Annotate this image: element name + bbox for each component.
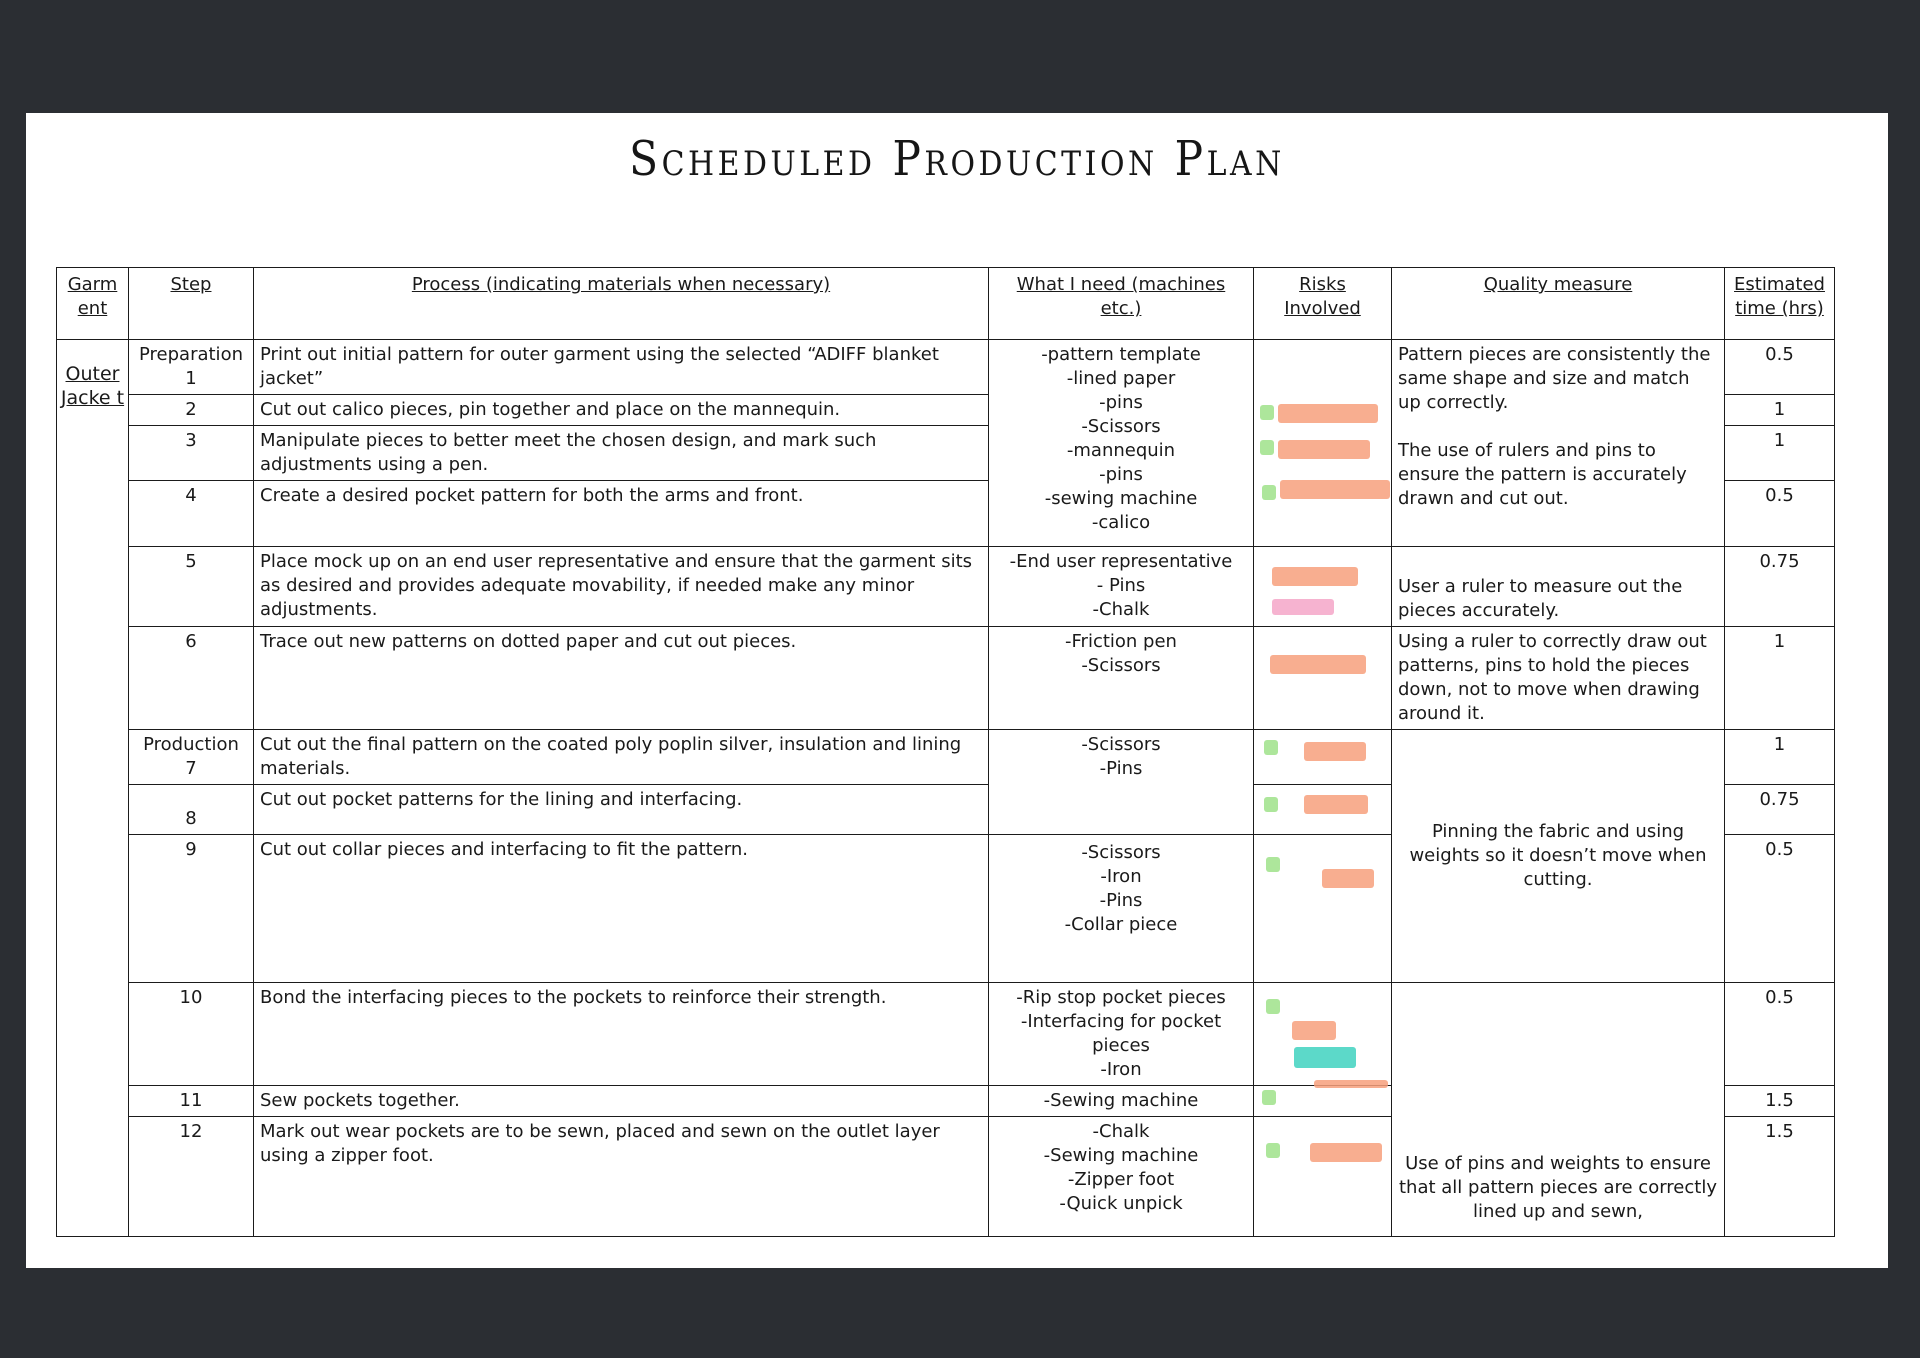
risk-markers <box>1254 1086 1392 1117</box>
risk-marker-orange <box>1278 404 1378 423</box>
quality-cell: User a ruler to measure out the pieces accurately. <box>1392 547 1725 627</box>
time-cell: 1 <box>1725 426 1835 481</box>
header-time: Estimated time (hrs) <box>1725 268 1835 340</box>
needs-cell: -Rip stop pocket pieces -Interfacing for pocket pieces -Iron <box>989 983 1254 1086</box>
step-cell: 12 <box>129 1117 254 1237</box>
table-row <box>57 983 1835 1086</box>
risk-marker-orange <box>1304 742 1366 761</box>
risk-markers <box>1254 627 1392 730</box>
time-cell: 0.5 <box>1725 835 1835 983</box>
process-cell: Cut out collar pieces and interfacing to fit the pattern. <box>254 835 989 983</box>
time-cell: 0.5 <box>1725 481 1835 547</box>
risk-marker-green <box>1266 1143 1280 1158</box>
time-cell: 1.5 <box>1725 1117 1835 1237</box>
time-cell: 0.5 <box>1725 983 1835 1086</box>
document-page <box>26 113 1888 1268</box>
needs-cell: -Friction pen -Scissors <box>989 627 1254 730</box>
production-plan-table <box>56 267 1834 1237</box>
risk-marker-orange <box>1310 1143 1382 1162</box>
risk-marker-orange <box>1292 1021 1336 1040</box>
process-cell: Place mock up on an end user representative and ensure that the garment sits as desired and provides adequate movability, if needed make any minor adjustments. <box>254 547 989 627</box>
table-row <box>57 340 1835 395</box>
needs-cell: -Scissors -Iron -Pins -Collar piece <box>989 835 1254 983</box>
page-title: Scheduled Production Plan <box>629 131 1285 187</box>
time-cell: 1 <box>1725 627 1835 730</box>
risk-marker-orange <box>1304 795 1368 814</box>
process-cell: Manipulate pieces to better meet the chosen design, and mark such adjustments using a pen. <box>254 426 989 481</box>
risk-marker-green <box>1260 405 1274 420</box>
risk-markers <box>1254 340 1392 547</box>
quality-cell: Using a ruler to correctly draw out patterns, pins to hold the pieces down, not to move when drawing around it. <box>1392 627 1725 730</box>
header-step: Step <box>129 268 254 340</box>
risk-markers <box>1254 785 1392 835</box>
risk-marker-orange <box>1322 869 1374 888</box>
time-cell: 0.5 <box>1725 340 1835 395</box>
header-needs: What I need (machines etc.) <box>989 268 1254 340</box>
needs-cell: -pattern template -lined paper -pins -Scissors -mannequin -pins -sewing machine -calico <box>989 340 1254 547</box>
process-cell: Bond the interfacing pieces to the pockets to reinforce their strength. <box>254 983 989 1086</box>
risk-markers <box>1254 547 1392 627</box>
risk-marker-green <box>1262 1090 1276 1105</box>
time-cell: 1 <box>1725 395 1835 426</box>
risk-marker-teal <box>1294 1047 1356 1068</box>
process-cell: Create a desired pocket pattern for both the arms and front. <box>254 481 989 547</box>
step-cell: 3 <box>129 426 254 481</box>
header-quality: Quality measure <box>1392 268 1725 340</box>
header-process: Process (indicating materials when necessary) <box>254 268 989 340</box>
quality-cell: Pinning the fabric and using weights so it doesn’t move when cutting. <box>1392 730 1725 983</box>
header-risks: Risks Involved <box>1254 268 1392 340</box>
step-cell: 8 <box>129 785 254 835</box>
process-cell: Mark out wear pockets are to be sewn, placed and sewn on the outlet layer using a zipper foot. <box>254 1117 989 1237</box>
process-cell: Sew pockets together. <box>254 1086 989 1117</box>
table-row <box>57 547 1835 627</box>
risk-marker-green <box>1264 797 1278 812</box>
step-cell: 6 <box>129 627 254 730</box>
step-cell: Preparation 1 <box>129 340 254 395</box>
risk-markers <box>1254 730 1392 785</box>
time-cell: 0.75 <box>1725 547 1835 627</box>
risk-markers <box>1254 1117 1392 1237</box>
time-cell: 0.75 <box>1725 785 1835 835</box>
risk-marker-orange <box>1272 567 1358 586</box>
risk-markers <box>1254 835 1392 983</box>
process-cell: Cut out the final pattern on the coated poly poplin silver, insulation and lining materials. <box>254 730 989 785</box>
risk-marker-orange <box>1314 1080 1388 1088</box>
quality-cell: Use of pins and weights to ensure that all pattern pieces are correctly lined up and sewn, <box>1392 983 1725 1237</box>
step-cell: 4 <box>129 481 254 547</box>
risk-marker-green <box>1262 485 1276 500</box>
risk-marker-orange <box>1280 480 1390 499</box>
process-cell: Print out initial pattern for outer garment using the selected “ADIFF blanket jacket” <box>254 340 989 395</box>
risk-marker-green <box>1264 740 1278 755</box>
risk-marker-orange <box>1270 655 1366 674</box>
process-cell: Trace out new patterns on dotted paper and cut out pieces. <box>254 627 989 730</box>
step-cell: 11 <box>129 1086 254 1117</box>
needs-cell: -Chalk -Sewing machine -Zipper foot -Quick unpick <box>989 1117 1254 1237</box>
time-cell: 1.5 <box>1725 1086 1835 1117</box>
time-cell: 1 <box>1725 730 1835 785</box>
risk-markers <box>1254 983 1392 1086</box>
needs-cell: -End user representative - Pins -Chalk <box>989 547 1254 627</box>
risk-marker-orange <box>1278 440 1370 459</box>
table-row <box>57 627 1835 730</box>
table-row <box>57 730 1835 785</box>
risk-marker-pink <box>1272 599 1334 615</box>
process-cell: Cut out calico pieces, pin together and place on the mannequin. <box>254 395 989 426</box>
header-garment: Garm ent <box>57 268 129 340</box>
needs-cell: -Sewing machine <box>989 1086 1254 1117</box>
step-cell: Production 7 <box>129 730 254 785</box>
step-cell: 10 <box>129 983 254 1086</box>
risk-marker-green <box>1266 999 1280 1014</box>
step-cell: 2 <box>129 395 254 426</box>
risk-marker-green <box>1260 440 1274 455</box>
risk-marker-green <box>1266 857 1280 872</box>
process-cell: Cut out pocket patterns for the lining and interfacing. <box>254 785 989 835</box>
quality-cell: Pattern pieces are consistently the same shape and size and match up correctly. The use of rulers and pins to ensure the pattern is accurately drawn and cut out. <box>1392 340 1725 547</box>
garment-cell: Outer Jacke t <box>57 340 129 1237</box>
step-cell: 5 <box>129 547 254 627</box>
needs-cell: -Scissors -Pins <box>989 730 1254 835</box>
step-cell: 9 <box>129 835 254 983</box>
